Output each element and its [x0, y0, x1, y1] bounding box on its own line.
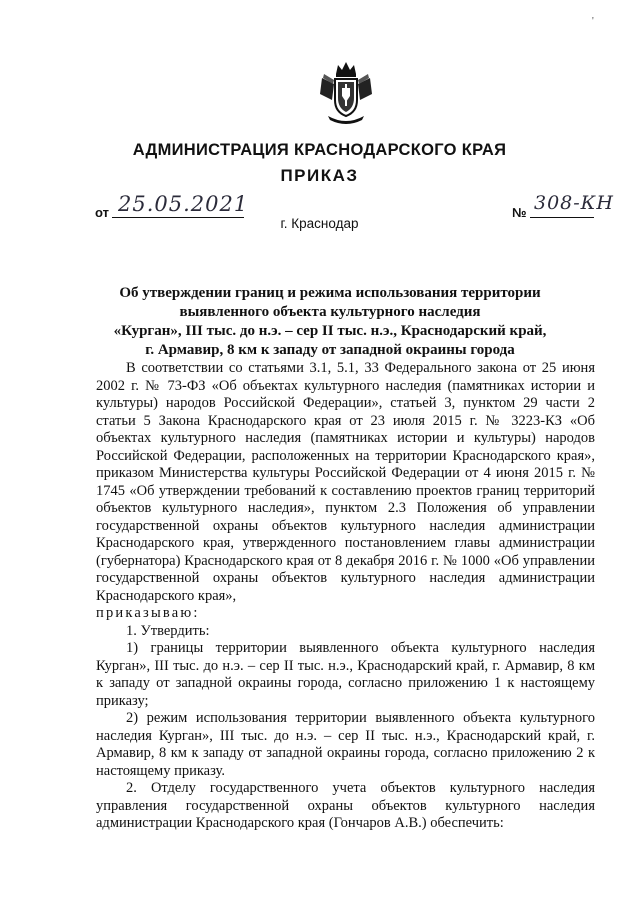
- krasnodar-coat-of-arms-icon: [318, 60, 374, 126]
- date-label: от: [95, 205, 109, 220]
- city: г. Краснодар: [280, 216, 359, 231]
- date-value: 25.05.2021: [118, 192, 249, 216]
- number-value: 308-КН: [534, 192, 614, 214]
- clause-1-item-1: 1) границы территории выявленного объекта культурного наследия Курган», III тыс. до н.э. – сер II тыс. н.э., Краснодарский край, г. Армавир, 8 км к западу от западной окраины города, согласно приложению 1 к настоящему приказу;: [96, 640, 595, 709]
- title-line-1: Об утверждении границ и режима использования территории: [119, 285, 541, 301]
- title-line-2: выявленного объекта культурного наследия: [179, 304, 481, 320]
- document-type: ПРИКАЗ: [280, 166, 359, 185]
- organization-title: АДМИНИСТРАЦИЯ КРАСНОДАРСКОГО КРАЯ: [132, 141, 507, 159]
- clause-2: 2. Отделу государственного учета объектов культурного наследия управления государственной охраны объектов культурного наследия администрации Краснодарского края (Гончаров А.В.) обеспечить:: [96, 780, 595, 831]
- corner-mark: ': [592, 16, 594, 27]
- number-label: №: [512, 205, 527, 220]
- document-body: [96, 360, 595, 833]
- clause-1: 1. Утвердить:: [126, 622, 210, 639]
- document-title: [100, 284, 560, 360]
- preamble-paragraph: В соответствии со статьями 3.1, 5.1, 33 Федерального закона от 25 июня 2002 г. № 73-ФЗ «Об объектах культурного наследия (памятниках истории и культуры) народов Российской Федерации», статьей 3, пунктом 29 части 2 статьи 5 Закона Краснодарского края от 23 июля 2015 г. № 3223-КЗ «Об объектах культурного наследия (памятниках истории и культуры) народов Российской Федерации, расположенных на территории Краснодарского края», приказом Министерства культуры Российской Федерации от 4 июня 2015 г. № 1745 «Об утверждении требований к составлению проектов границ территорий объектов культурного наследия», пунктом 2.3 Положения об управлении государственной охраны объектов культурного наследия администрации Краснодарского края, утвержденного постановлением главы администрации (губернатора) Краснодарского края от 8 декабря 2016 г. № 1000 «Об управлении государственной охраны объектов культурного наследия администрации Краснодарского края»,: [96, 360, 595, 604]
- title-line-3: «Курган», III тыс. до н.э. – сер II тыс. н.э., Краснодарский край,: [113, 323, 547, 339]
- order-word: приказываю:: [96, 605, 200, 621]
- clause-1-item-2: 2) режим использования территории выявленного объекта культурного наследия Курган», III тыс. до н.э. – сер II тыс. н.э., Краснодарский край, г. Армавир, 8 км к западу от западной окраины города, согласно приложению 2 к настоящему приказу.: [96, 710, 595, 779]
- title-line-4: г. Армавир, 8 км к западу от западной окраины города: [145, 342, 515, 358]
